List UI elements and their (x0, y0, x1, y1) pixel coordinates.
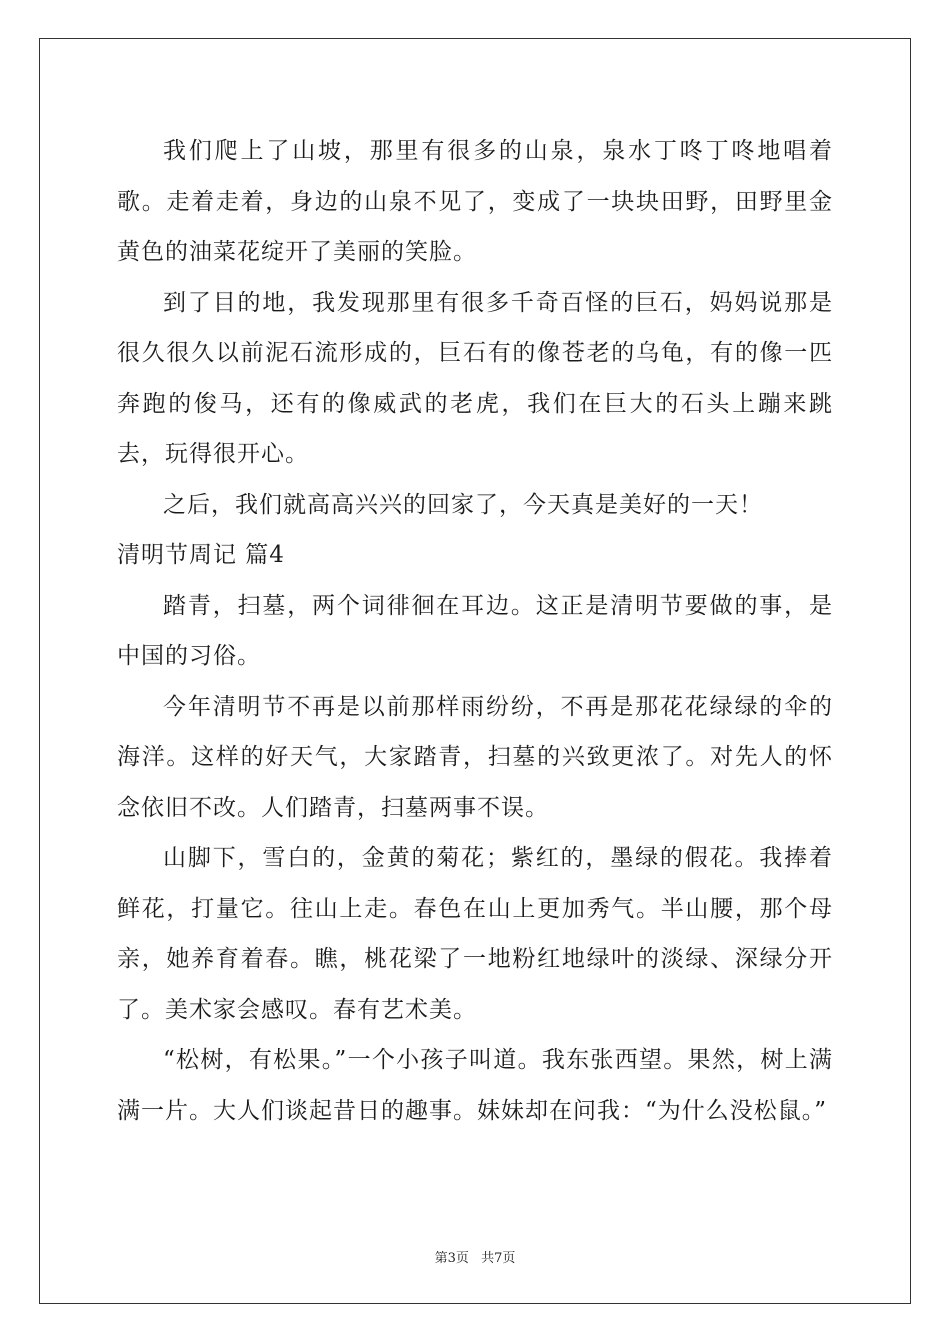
paragraph: 我们爬上了山坡，那里有很多的山泉，泉水丁咚丁咚地唱着歌。走着走着，身边的山泉不见了，变成了一块块田野，田野里金黄色的油菜花绽开了美丽的笑脸。 (117, 138, 833, 265)
paragraph: 今年清明节不再是以前那样雨纷纷，不再是那花花绿绿的伞的海洋。这样的好天气，大家踏青，扫墓的兴致更浓了。对先人的怀念依旧不改。人们踏青，扫墓两事不误。 (117, 693, 833, 821)
page-footer (0, 1247, 950, 1266)
section-heading: 清明节周记 篇4 (117, 542, 285, 568)
paragraph: 之后，我们就高高兴兴的回家了，今天真是美好的一天！ (163, 491, 763, 518)
document-body (117, 126, 833, 1136)
paragraph: 踏青，扫墓，两个词徘徊在耳边。这正是清明节要做的事，是中国的习俗。 (117, 592, 833, 669)
page-number-total: 共7页 (481, 1251, 516, 1266)
paragraph: “松树，有松果。”一个小孩子叫道。我东张西望。果然，树上满满一片。大人们谈起昔日的趣事。妹妹却在问我：“为什么没松鼠。” (117, 1047, 833, 1124)
paragraph: 到了目的地，我发现那里有很多千奇百怪的巨石，妈妈说那是很久很久以前泥石流形成的，巨石有的像苍老的乌龟，有的像一匹奔跑的俊马，还有的像威武的老虎，我们在巨大的石头上蹦来跳去，玩得很开心。 (117, 289, 833, 467)
page-number-current: 第3页 (434, 1251, 469, 1266)
paragraph: 山脚下，雪白的，金黄的菊花；紫红的，墨绿的假花。我捧着鲜花，打量它。往山上走。春色在山上更加秀气。半山腰，那个母亲，她养育着春。瞧，桃花梁了一地粉红地绿叶的淡绿、深绿分开了。美术家会感叹。春有艺术美。 (117, 845, 833, 1023)
